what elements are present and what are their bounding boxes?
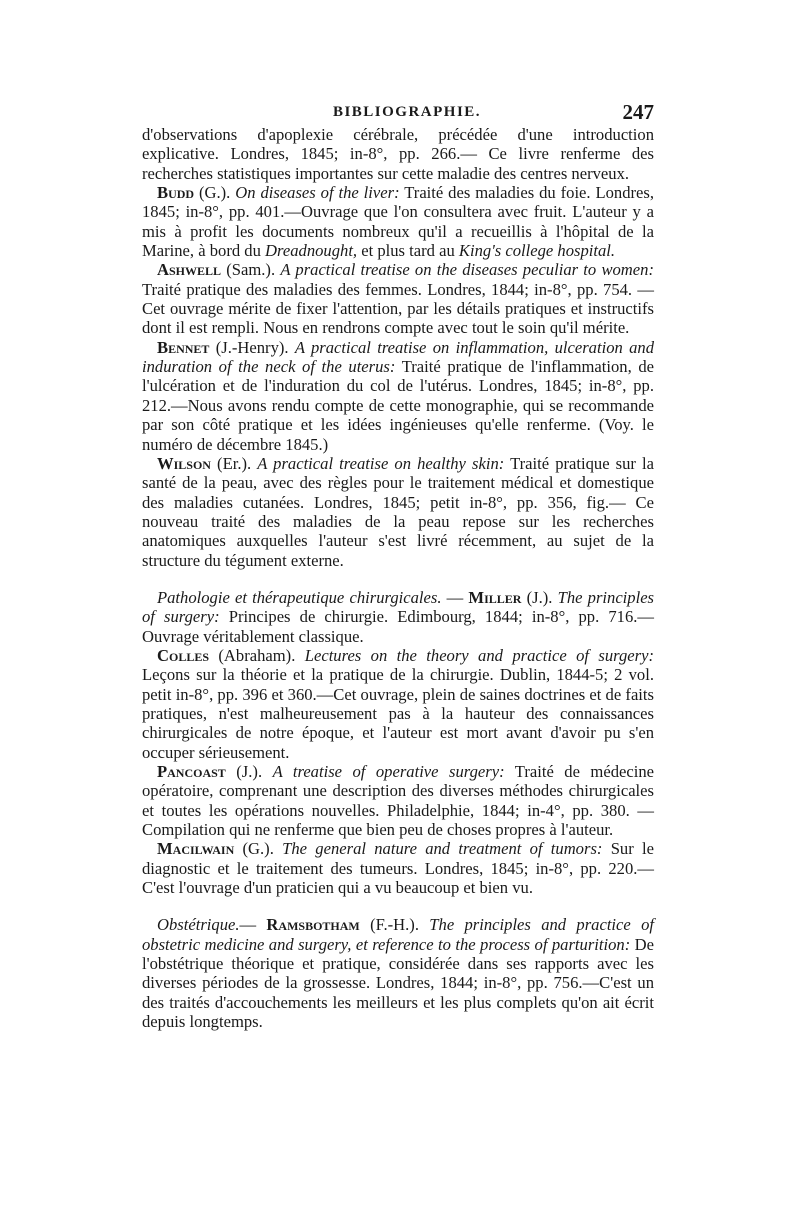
- italic-title: The principles of surgery:: [142, 587, 655, 627]
- entry-text: (J.).: [225, 762, 273, 781]
- entry-text: (G.).: [194, 183, 236, 203]
- italic-title: Dreadnought,: [265, 241, 358, 261]
- entry-text: (Sam.).: [221, 260, 281, 280]
- italic-title: Obstétrique.: [157, 915, 240, 935]
- entry-text: (Er.).: [210, 453, 258, 473]
- italic-title: The general nature and treatment of tumors:: [282, 839, 603, 859]
- author-name: Macilwain: [157, 839, 235, 859]
- italic-title: A practical treatise on the diseases peculiar to women:: [280, 260, 654, 280]
- bibliography-entry: [142, 125, 654, 183]
- italic-title: A practical treatise on inflammation, ulceration and induration of the neck of the uterus:: [142, 337, 654, 377]
- bibliography-entry: [142, 260, 654, 337]
- page-header: [160, 100, 654, 126]
- entry-text: Traité pratique sur la santé de la peau, avec des règles pour le traitement médical et domestique des maladies cutanées. Londres, 1845; petit in-8°, pp. 356, fig.— Ce nouveau traité des maladies de la peau repose sur les recherches anatomiques auxquelles l'auteur s'est livré récemment, au sujet de la structure du tégument externe.: [142, 453, 654, 570]
- entry-text: (Abraham).: [209, 645, 305, 665]
- author-name: Bennet: [157, 337, 210, 357]
- entry-text: (J.-Henry).: [209, 337, 295, 357]
- italic-title: King's college hospital.: [458, 241, 616, 261]
- section-paragraph: [142, 588, 654, 646]
- entry-text: De l'obstétrique théorique et pratique, considérée dans ses rapports avec les diverses périodes de la grossesse. Londres, 1844; in-8°, pp. 756.—C'est un des traités d'accouchements les meilleurs et les plus complets qu'on ait écrit depuis longtemps.: [142, 934, 654, 1032]
- italic-title: Pathologie et thérapeutique chirurgicales.: [157, 587, 442, 607]
- bibliography-entry: [142, 338, 654, 454]
- author-name: Ramsbotham: [266, 915, 360, 935]
- entry-text: Leçons sur la théorie et la pratique de la chirurgie. Dublin, 1844-5; 2 vol. petit in-8°, pp. 396 et 360.—Cet ouvrage, plein de saines doctrines et de faits pratiques, n'est malheureusement pas à la hauteur des connaissances chirurgicales de notre époque, et l'auteur est mort avant d'avoir pu s'en occuper sérieusement.: [142, 665, 654, 762]
- bibliography-entry: [142, 183, 654, 260]
- entry-text: (J.).: [521, 587, 558, 607]
- bibliography-entry: [142, 839, 654, 897]
- entry-text: Traité des maladies du foie. Londres, 1845; in-8°, pp. 401.—Ouvrage que l'on consultera avec fruit. L'auteur y a mis à profit les documents nombreux qu'il a recueillis à l'hôpital de la Marine, à bord du: [142, 183, 655, 261]
- italic-title: On diseases of the liver:: [235, 183, 400, 203]
- entry-text: et plus tard au: [357, 241, 459, 261]
- italic-title: The principles and practice of obstetric medicine and surgery, et reference to the process of parturition:: [142, 915, 654, 954]
- entry-text: Traité pratique des maladies des femmes. Londres, 1844; in-8°, pp. 754. —Cet ouvrage mérite de fixer l'attention, par les détails pratiques et instructifs dont il est rempli. Nous en rendrons compte avec tout le soin qu'il mérite.: [142, 279, 654, 338]
- italic-title: Lectures on the theory and practice of surgery:: [304, 645, 654, 665]
- author-name: Miller: [468, 587, 522, 607]
- entry-text: —: [239, 915, 267, 935]
- author-name: Wilson: [157, 453, 211, 473]
- section-paragraph: [142, 915, 654, 1031]
- entry-text: Sur le diagnostic et le traitement des tumeurs. Londres, 1845; in-8°, pp. 220.—C'est l'ouvrage d'un praticien qui a vu beaucoup et bien vu.: [142, 839, 654, 898]
- entry-text: (F.-H.).: [359, 915, 430, 935]
- author-name: Budd: [157, 183, 195, 203]
- page-number: 247: [622, 100, 654, 124]
- author-name: Pancoast: [157, 762, 226, 781]
- bibliography-text: [142, 125, 654, 1031]
- bibliography-entry: [142, 762, 654, 839]
- entry-text: Traité de médecine opératoire, comprenant une description des diverses méthodes chirurgicales et toutes les opérations nouvelles. Philadelphie, 1844; in-4°, pp. 380. —Compilation qui ne renferme que bien peu de choses propres à l'auteur.: [142, 762, 654, 840]
- entry-text: (G.).: [234, 839, 283, 859]
- italic-title: A practical treatise on healthy skin:: [257, 453, 505, 473]
- author-name: Ashwell: [157, 260, 222, 280]
- italic-title: A treatise of operative surgery:: [272, 762, 505, 781]
- entry-text: Traité pratique de l'inflammation, de l'ulcération et de l'induration du col de l'utérus. Londres, 1845; in-8°, pp. 212.—Nous avons rendu compte de cette monographie, qui se recommande par son côté pratique et les idées ingénieuses qu'elle renferme. (Voy. le numéro de décembre 1845.): [142, 357, 654, 454]
- entry-text: Principes de chirurgie. Edimbourg, 1844; in-8°, pp. 716.— Ouvrage véritablement classique.: [142, 607, 654, 646]
- entry-text: d'observations d'apoplexie cérébrale, précédée d'une introduction explicative. Londres, 1845; in-8°, pp. 266.— Ce livre renferme des recherches statistiques importantes sur cette maladie des centres nerveux.: [142, 125, 654, 183]
- running-head: BIBLIOGRAPHIE.: [332, 104, 482, 120]
- bibliography-entry: [142, 646, 654, 762]
- entry-text: —: [441, 587, 469, 607]
- author-name: Colles: [157, 645, 210, 665]
- bibliography-entry: [142, 454, 654, 570]
